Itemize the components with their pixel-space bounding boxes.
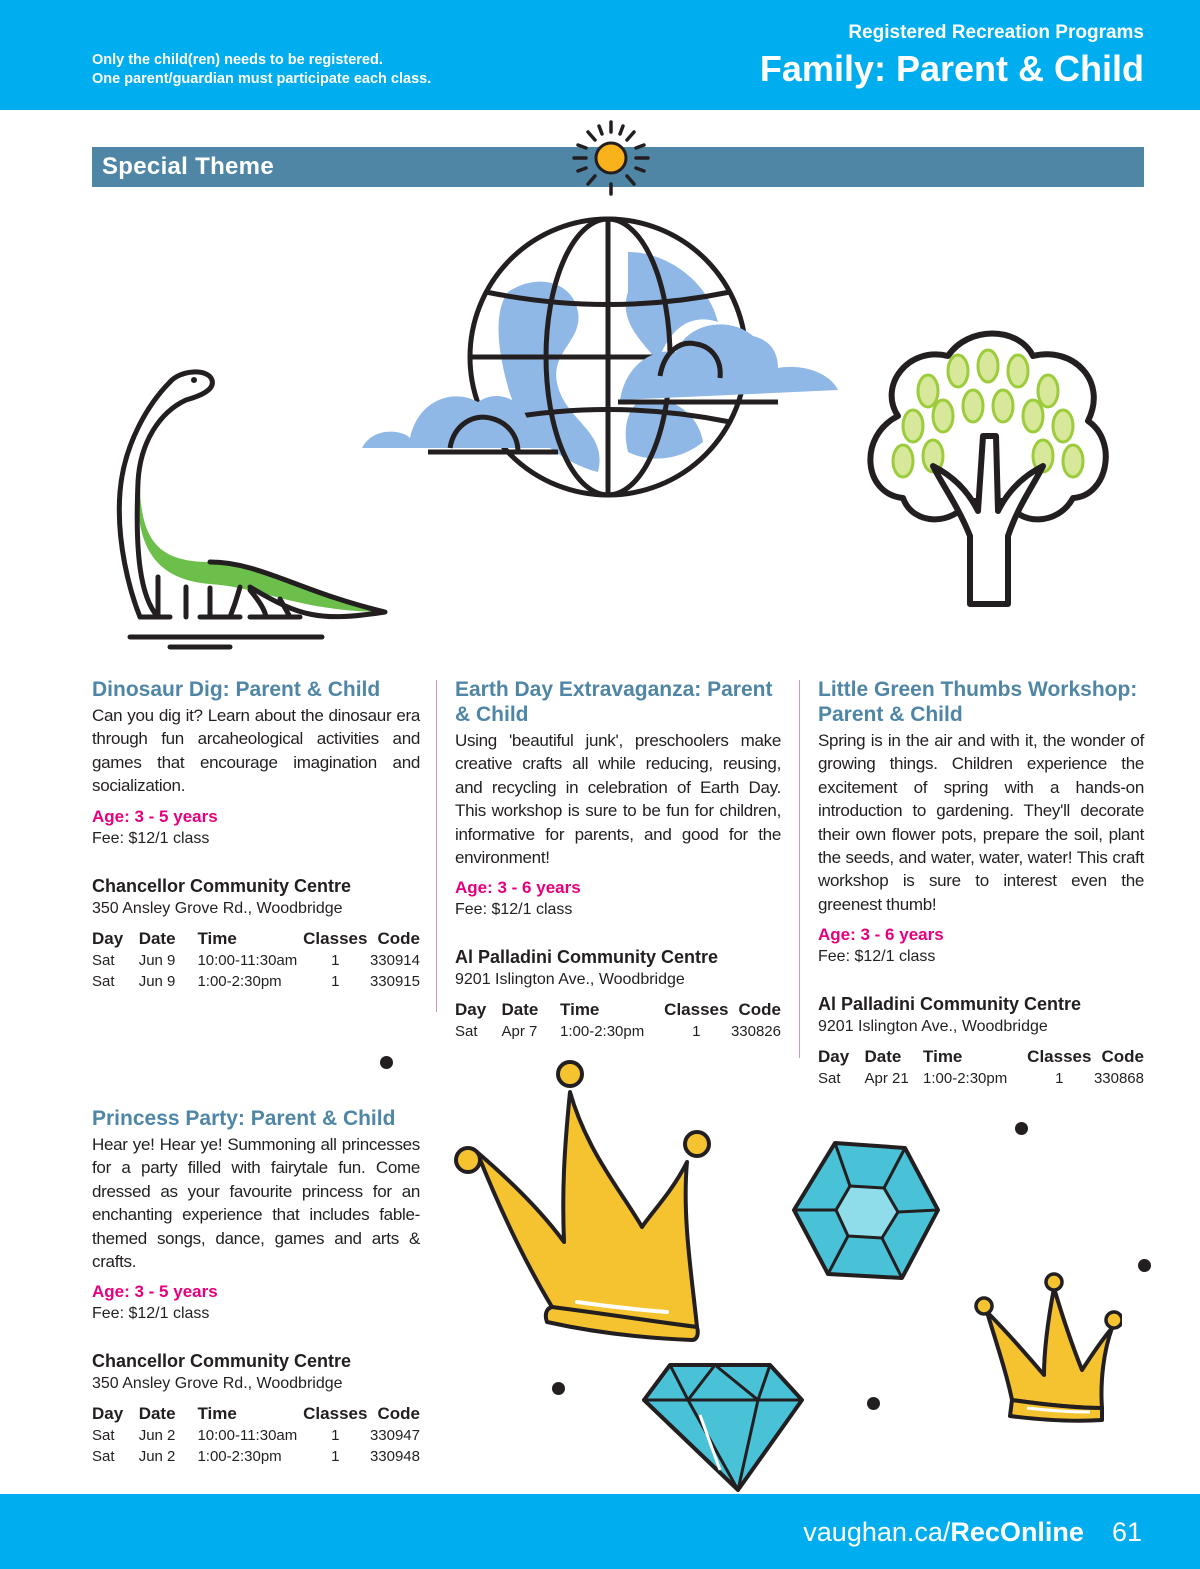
diamond-icon: [640, 1360, 806, 1492]
col-day: Day: [818, 1047, 850, 1067]
decorative-dot: [1138, 1259, 1151, 1272]
globe-icon: [358, 212, 842, 502]
col-day: Day: [455, 1000, 487, 1020]
column-divider: [799, 680, 800, 1058]
cell-date: Apr 21: [864, 1070, 909, 1088]
crown-icon: [972, 1270, 1122, 1434]
col-classes: Classes: [1027, 1047, 1092, 1067]
decorative-dot: [380, 1056, 393, 1069]
note-line-2: One parent/guardian must participate each class.: [92, 71, 432, 87]
program-fee: Fee: $12/1 class: [818, 948, 936, 966]
sun-icon: [566, 118, 656, 198]
location-address: 9201 Islington Ave., Woodbridge: [818, 1018, 1048, 1036]
schedule-header-row: [92, 1403, 420, 1425]
cell-day: Sat: [92, 1427, 115, 1445]
program-fee: Fee: $12/1 class: [92, 829, 210, 847]
footer-url-prefix[interactable]: vaughan.ca/: [803, 1517, 951, 1547]
schedule-table: [92, 1403, 420, 1467]
col-code: Code: [377, 928, 420, 948]
program-description: Can you dig it? Learn about the dinosaur era through fun arcaheological activities and games that encourage imagination and socialization.: [92, 706, 420, 796]
page-title: Family: Parent & Child: [759, 48, 1144, 89]
program-age: Age: 3 - 5 years: [92, 1282, 218, 1302]
cell-time: 1:00-2:30pm: [197, 1448, 282, 1466]
location-name: Chancellor Community Centre: [92, 875, 352, 896]
program-princess-party: [92, 1106, 420, 1467]
table-row: [92, 1425, 420, 1446]
cell-date: Jun 2: [138, 1427, 176, 1445]
cell-day: Sat: [92, 1448, 115, 1466]
col-code: Code: [377, 1404, 420, 1424]
col-time: Time: [197, 1404, 237, 1424]
cell-classes: 1: [331, 1448, 340, 1466]
program-age: Age: 3 - 6 years: [818, 925, 944, 945]
tree-icon: [858, 326, 1118, 608]
schedule-header-row: [455, 999, 781, 1021]
cell-code: 330914: [369, 951, 420, 969]
cell-time: 10:00-11:30am: [197, 951, 298, 969]
schedule-header-row: [92, 928, 420, 950]
cell-time: 10:00-11:30am: [197, 1427, 298, 1445]
program-title: Earth Day Extravaganza: Parent & Child: [455, 678, 773, 726]
cell-date: Jun 9: [138, 951, 176, 969]
program-little-green-thumbs: [818, 677, 1144, 1089]
program-description: Using 'beautiful junk', preschoolers make creative crafts all while reducing, reusing, and recycling in celebration of Earth Day. This workshop is sure to be fun for children, informative for parents, and good for the environment!: [455, 731, 781, 868]
schedule-table: [92, 928, 420, 992]
program-fee: Fee: $12/1 class: [455, 901, 573, 919]
location-address: 9201 Islington Ave., Woodbridge: [455, 971, 685, 989]
cell-code: 330868: [1093, 1070, 1144, 1088]
crown-icon: [452, 1052, 714, 1342]
location-name: Al Palladini Community Centre: [455, 947, 719, 968]
program-title: Little Green Thumbs Workshop: Parent & Child: [818, 678, 1138, 726]
column-divider: [436, 680, 437, 1012]
cell-day: Sat: [92, 972, 115, 990]
location-address: 350 Ansley Grove Rd., Woodbridge: [92, 1375, 343, 1393]
table-row: [92, 950, 420, 971]
table-row: [92, 1446, 420, 1467]
cell-day: Sat: [818, 1070, 841, 1088]
decorative-dot: [1015, 1122, 1028, 1135]
cell-date: Jun 9: [138, 972, 176, 990]
note-line-1: Only the child(ren) needs to be registered.: [92, 52, 383, 68]
program-description: Hear ye! Hear ye! Summoning all princesses for a party filled with fairytale fun. Come dressed as your favourite princess for an enchanting experience that includes fable-themed songs, dance, games and arts & crafts.: [92, 1135, 420, 1272]
footer-text: [803, 1516, 1142, 1548]
col-classes: Classes: [664, 1000, 729, 1020]
registration-note: [92, 51, 431, 89]
cell-classes: 1: [331, 972, 340, 990]
col-date: Date: [501, 1000, 539, 1020]
program-description: Spring is in the air and with it, the wonder of growing things. Children experience the excitement of spring with a hands-on introduction to gardening. They'll decorate their own flower pots, prepare the soil, plant the seeds, and water, water, water! This craft workshop is sure to interest even the greenest thumb!: [818, 731, 1144, 914]
cell-day: Sat: [455, 1023, 478, 1041]
col-code: Code: [1101, 1047, 1144, 1067]
header-titles: [760, 20, 1144, 92]
cell-classes: 1: [1055, 1070, 1064, 1088]
col-day: Day: [92, 928, 124, 948]
program-title: Dinosaur Dig: Parent & Child: [92, 678, 381, 701]
header-bar: [0, 0, 1200, 110]
cell-day: Sat: [92, 951, 115, 969]
page-number: 61: [1111, 1517, 1142, 1547]
col-date: Date: [864, 1047, 902, 1067]
schedule-table: [455, 999, 781, 1042]
table-row: [455, 1021, 781, 1042]
location-name: Al Palladini Community Centre: [818, 994, 1082, 1015]
decorative-dot: [552, 1382, 565, 1395]
cell-code: 330826: [730, 1023, 781, 1041]
program-dinosaur-dig: [92, 677, 420, 992]
decorative-dot: [867, 1397, 880, 1410]
program-age: Age: 3 - 6 years: [455, 878, 581, 898]
cell-classes: 1: [692, 1023, 701, 1041]
dinosaur-icon: [100, 362, 394, 652]
program-fee: Fee: $12/1 class: [92, 1305, 210, 1323]
program-age: Age: 3 - 5 years: [92, 806, 218, 826]
cell-date: Jun 2: [138, 1448, 176, 1466]
gem-icon: [790, 1138, 942, 1286]
location-address: 350 Ansley Grove Rd., Woodbridge: [92, 899, 343, 917]
col-classes: Classes: [303, 1404, 368, 1424]
cell-time: 1:00-2:30pm: [923, 1070, 1008, 1088]
section-title: Special Theme: [102, 153, 274, 180]
program-earth-day: [455, 677, 781, 1042]
cell-code: 330915: [369, 972, 420, 990]
col-day: Day: [92, 1404, 124, 1424]
footer-bar: [0, 1494, 1200, 1569]
program-title: Princess Party: Parent & Child: [92, 1107, 396, 1130]
cell-time: 1:00-2:30pm: [197, 972, 282, 990]
table-row: [818, 1068, 1144, 1089]
col-date: Date: [138, 928, 176, 948]
col-date: Date: [138, 1404, 176, 1424]
cell-code: 330947: [369, 1427, 420, 1445]
location-name: Chancellor Community Centre: [92, 1351, 352, 1372]
schedule-header-row: [818, 1046, 1144, 1068]
cell-code: 330948: [369, 1448, 420, 1466]
table-row: [92, 971, 420, 992]
cell-time: 1:00-2:30pm: [560, 1023, 645, 1041]
cell-classes: 1: [331, 951, 340, 969]
col-code: Code: [738, 1000, 781, 1020]
schedule-table: [818, 1046, 1144, 1089]
cell-date: Apr 7: [501, 1023, 538, 1041]
footer-url-bold[interactable]: RecOnline: [950, 1517, 1084, 1547]
col-time: Time: [560, 1000, 600, 1020]
col-classes: Classes: [303, 928, 368, 948]
header-subtitle: Registered Recreation Programs: [848, 22, 1144, 43]
cell-classes: 1: [331, 1427, 340, 1445]
col-time: Time: [923, 1047, 963, 1067]
col-time: Time: [197, 928, 237, 948]
